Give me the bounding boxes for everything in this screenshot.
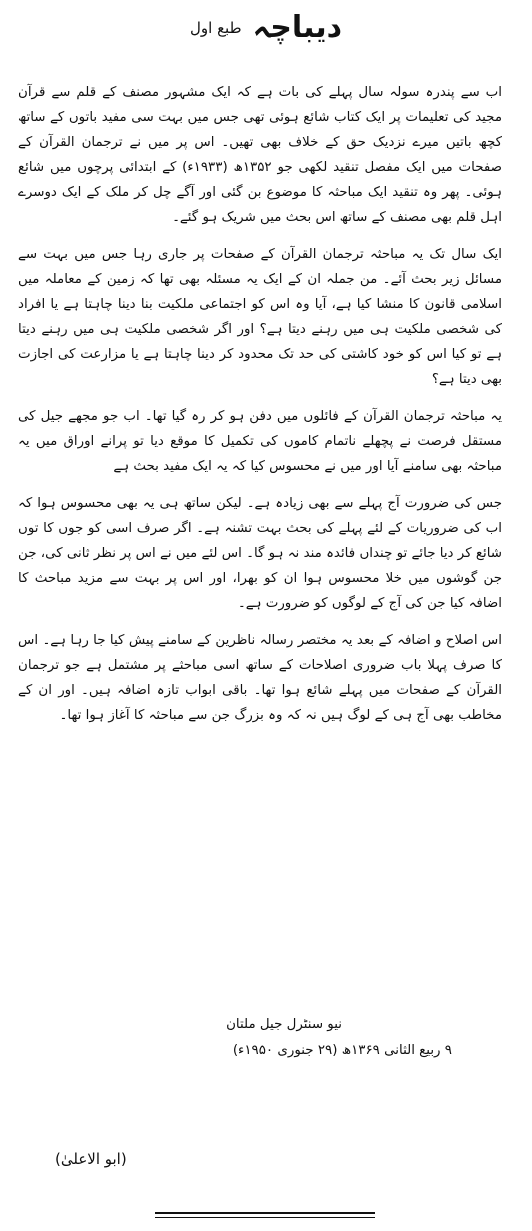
paragraph-2: ایک سال تک یہ مباحثہ ترجمان القرآن کے صفحات پر جاری رہا جس میں بہت سے مسائل زیر بحث آئے۔ من جملہ ان کے ایک یہ مسئلہ بھی تھا کہ زمین کے معاملہ میں اسلامی قانون کا منشا کیا ہے، آیا وہ اس کو اجتماعی ملکیت بنا دینا چاہتا ہے یا افراد کی شخصی ملکیت ہی میں رہنے دیتا ہے؟ اور اگر شخصی ملکیت ہی میں رہنے دیتا ہے تو کیا اس کو خود کاشتی کی حد تک محدود کر دینا چاہتا ہے یا مزارعت کی اجازت بھی دیتا ہے؟ xyxy=(18,247,502,387)
paragraph-4: جس کی ضرورت آج پہلے سے بھی زیادہ ہے۔ لیکن ساتھ ہی یہ بھی محسوس ہوا کہ اب کی ضروریات کے لئے پہلے کی بحث بہت تشنہ ہے۔ اگر صرف اسی کو جوں کا توں شائع کر دیا جائے تو چنداں فائدہ مند نہ ہو گا۔ اس لئے میں نے اس پر نظر ثانی کی، جن جن گوشوں میں خلا محسوس ہوا ان کو بھرا، اور اس پر بہت سے مزید مباحث کا اضافہ کیا جن کی آج کے لوگوں کو ضرورت ہے۔ xyxy=(18,496,502,611)
signature-block xyxy=(30,1012,492,1064)
page-title xyxy=(0,10,532,45)
preface-title: دیباچہ xyxy=(252,10,342,45)
paragraph-1: اب سے پندرہ سولہ سال پہلے کی بات ہے کہ ایک مشہور مصنف کے قلم سے قرآن مجید کی تعلیمات پر ایک کتاب شائع ہوئی تھی جس میں بہت سی مفید باتوں کے ساتھ کچھ باتیں میرے نزدیک حق کے خلاف بھی تھیں۔ اس پر میں نے ترجمان القرآن کے صفحات میں ایک مفصل تنقید لکھی جو ۱۳۵۲ھ (۱۹۳۳ء) کے ابتدائی پرچوں میں شائع ہوئی۔ پھر وہ تنقید ایک مباحثہ کا موضوع بن گئی اور آگے چل کر ملک کے ایک دوسرے اہل قلم بھی مصنف کے ساتھ اس بحث میں شریک ہو گئے۔ xyxy=(18,85,502,225)
preface-body xyxy=(18,80,502,740)
paragraph-3: یہ مباحثہ ترجمان القرآن کے فائلوں میں دفن ہو کر رہ گیا تھا۔ اب جو مجھے جیل کی مستقل فرصت نے پچھلے ناتمام کاموں کی تکمیل کا موقع دیا تو پرانے اوراق میں یہ مباحثہ بھی سامنے آیا اور میں نے محسوس کیا کہ یہ ایک مفید بحث ہے xyxy=(18,409,502,474)
end-rule xyxy=(155,1212,375,1214)
signature-place: نیو سنٹرل جیل ملتان xyxy=(226,1017,342,1032)
paragraph-5: اس اصلاح و اضافہ کے بعد یہ مختصر رسالہ ناظرین کے سامنے پیش کیا جا رہا ہے۔ اس کا صرف پہلا باب ضروری اصلاحات کے ساتھ اسی مباحثے پر مشتمل ہے جو ترجمان القرآن کے صفحات میں پہلے شائع ہوا تھا۔ باقی ابواب تازہ اضافہ ہیں۔ اور ان کے مخاطب بھی آج ہی کے لوگ ہیں نہ کہ وہ بزرگ جن سے مباحثہ کا آغاز ہوا تھا۔ xyxy=(18,633,502,723)
author-name: (ابو الاعلیٰ) xyxy=(55,1150,127,1168)
end-rule-thin xyxy=(155,1217,375,1218)
signature-date: ۹ ربیع الثانی ۱۳۶۹ھ (۲۹ جنوری ۱۹۵۰ء) xyxy=(232,1043,452,1058)
edition-subtitle: طبع اول xyxy=(190,18,242,37)
